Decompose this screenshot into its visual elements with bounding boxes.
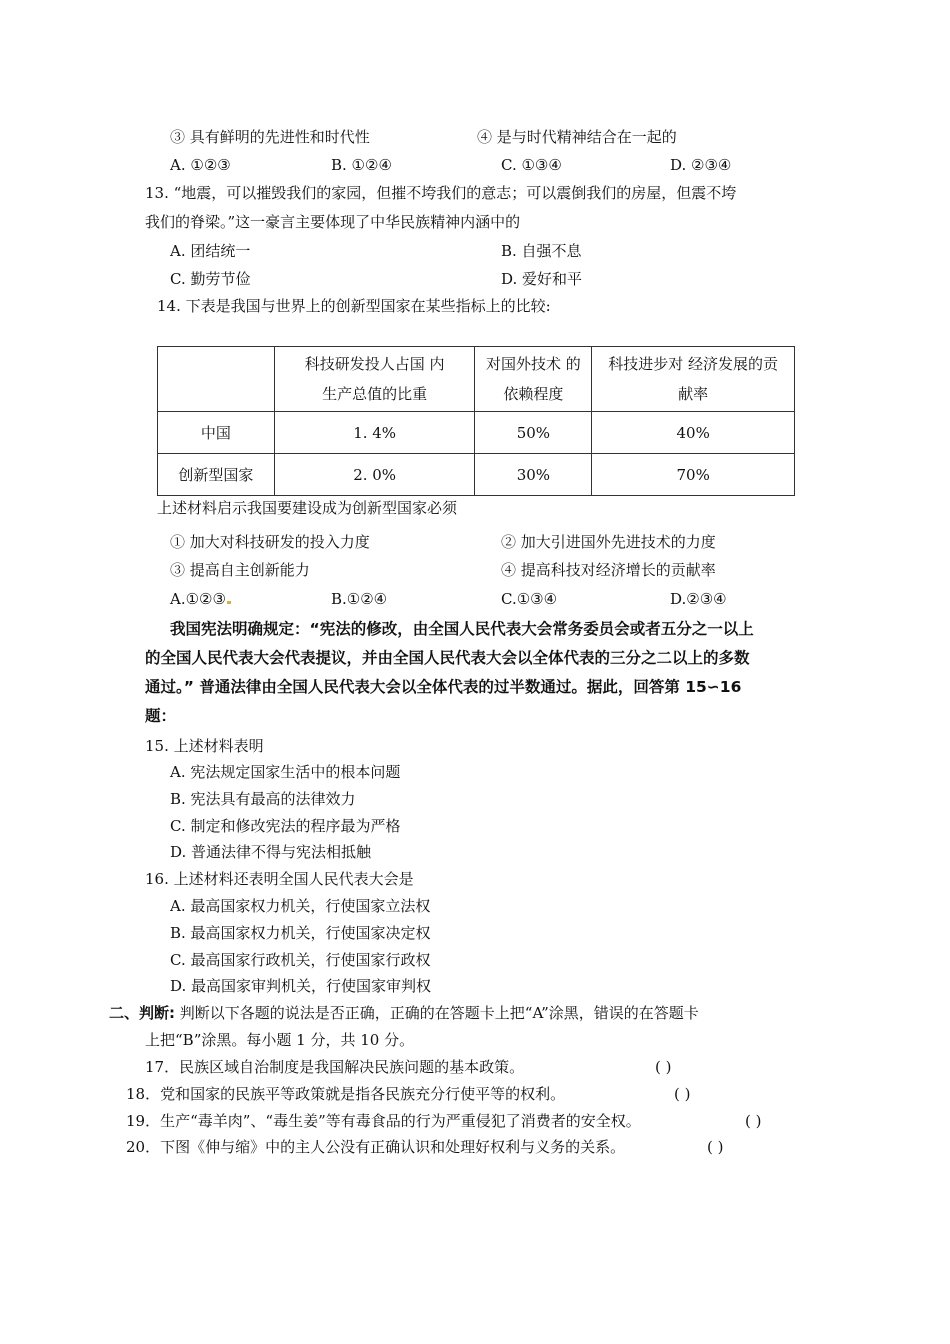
q16-option-a: A. 最高国家权力机关，行使国家立法权 bbox=[170, 897, 431, 915]
table-cell: 30% bbox=[475, 454, 592, 496]
judgment-20: 20．下图《伸与缩》中的主人公没有正确认识和处理好权利与义务的关系。 bbox=[126, 1138, 626, 1156]
header-line: 科技进步对 经济发展的贡 bbox=[608, 355, 779, 373]
passage-line1: 我国宪法明确规定：“宪法的修改，由全国人民代表大会常务委员会或者五分之一以上 bbox=[170, 620, 754, 638]
q12-item-3: ③ 具有鲜明的先进性和时代性 bbox=[170, 128, 370, 146]
table-cell: 1. 4% bbox=[274, 412, 475, 454]
section2-label: 二、判断: bbox=[109, 1004, 175, 1022]
q13-option-c: C. 勤劳节俭 bbox=[170, 270, 251, 288]
q13-option-a: A. 团结统一 bbox=[170, 242, 251, 260]
table-row bbox=[158, 412, 795, 454]
q12-option-c: C. ①③④ bbox=[501, 156, 562, 174]
q16-option-d: D. 最高国家审判机关，行使国家审判权 bbox=[170, 977, 432, 995]
table-header-row bbox=[158, 347, 795, 412]
table-row bbox=[158, 454, 795, 496]
q14-option-b: B.①②④ bbox=[331, 590, 388, 608]
table-cell: 40% bbox=[592, 412, 795, 454]
q14-item-3: ③ 提高自主创新能力 bbox=[170, 561, 310, 579]
section2-line1 bbox=[109, 1003, 699, 1023]
q12-option-d: D. ②③④ bbox=[670, 156, 732, 174]
q14-option-d: D.②③④ bbox=[670, 590, 727, 608]
answer-paren: ( ) bbox=[674, 1085, 691, 1103]
q15-option-d: D. 普通法律不得与宪法相抵触 bbox=[170, 843, 372, 861]
q13-stem-line2: 我们的脊梁。”这一豪言主要体现了中华民族精神内涵中的 bbox=[145, 213, 521, 231]
table-cell: 中国 bbox=[158, 412, 275, 454]
q14-item-4: ④ 提高科技对经济增长的贡献率 bbox=[501, 561, 716, 579]
q15-option-a: A. 宪法规定国家生活中的根本问题 bbox=[170, 763, 401, 781]
table-cell: 50% bbox=[475, 412, 592, 454]
judgment-18: 18．党和国家的民族平等政策就是指各民族充分行使平等的权利。 bbox=[126, 1085, 566, 1103]
q15-option-b: B. 宪法具有最高的法律效力 bbox=[170, 790, 356, 808]
q16-option-c: C. 最高国家行政机关，行使国家行政权 bbox=[170, 951, 431, 969]
q14-item-1: ① 加大对科技研发的投入力度 bbox=[170, 533, 370, 551]
passage-line4: 题： bbox=[145, 707, 177, 725]
q14-question: 上述材料启示我国要建设成为创新型国家必须 bbox=[157, 499, 458, 517]
q15-option-c: C. 制定和修改宪法的程序最为严格 bbox=[170, 817, 401, 835]
q13-option-d: D. 爱好和平 bbox=[501, 270, 583, 288]
passage-line3: 通过。” 普通法律由全国人民代表大会以全体代表的过半数通过。据此，回答第 15∽16 bbox=[145, 678, 742, 696]
q13-stem-line1: 13. “地震，可以摧毁我们的家园，但摧不垮我们的意志；可以震倒我们的房屋，但震不垮 bbox=[145, 184, 737, 202]
table-header-cell bbox=[158, 347, 275, 412]
q14-item-2: ② 加大引进国外先进技术的力度 bbox=[501, 533, 716, 551]
answer-paren: ( ) bbox=[707, 1138, 724, 1156]
judgment-19: 19．生产“毒羊肉”、“毒生姜”等有毒食品的行为严重侵犯了消费者的安全权。 bbox=[126, 1112, 641, 1130]
q14-option-a: A.①②③ bbox=[170, 590, 226, 608]
q12-option-a: A. ①②③ bbox=[170, 156, 231, 174]
table-header-cell bbox=[592, 347, 795, 412]
table-header-cell bbox=[475, 347, 592, 412]
passage-line2: 的全国人民代表大会代表提议，并由全国人民代表大会以全体代表的三分之二以上的多数 bbox=[145, 649, 750, 667]
header-line: 生产总值的比重 bbox=[322, 385, 428, 403]
judgment-17: 17．民族区域自治制度是我国解决民族问题的基本政策。 bbox=[145, 1058, 525, 1076]
q16-option-b: B. 最高国家权力机关，行使国家决定权 bbox=[170, 924, 431, 942]
q15-stem: 15. 上述材料表明 bbox=[145, 737, 264, 755]
q16-stem: 16. 上述材料还表明全国人民代表大会是 bbox=[145, 870, 414, 888]
q12-item-4: ④ 是与时代精神结合在一起的 bbox=[477, 128, 677, 146]
header-line: 依赖程度 bbox=[503, 385, 564, 403]
header-line: 科技研发投人占国 内 bbox=[304, 355, 445, 373]
edit-mark bbox=[227, 601, 231, 604]
q14-option-a-wrap bbox=[170, 589, 231, 609]
q14-option-c: C.①③④ bbox=[501, 590, 558, 608]
section2-instructions: 判断以下各题的说法是否正确，正确的在答题卡上把“A”涂黑，错误的在答题卡 bbox=[179, 1004, 699, 1022]
q13-option-b: B. 自强不息 bbox=[501, 242, 582, 260]
answer-paren: ( ) bbox=[655, 1058, 672, 1076]
q12-option-b: B. ①②④ bbox=[331, 156, 392, 174]
answer-paren: ( ) bbox=[745, 1112, 762, 1130]
table-cell: 2. 0% bbox=[274, 454, 475, 496]
comparison-table bbox=[157, 346, 795, 496]
table-cell: 70% bbox=[592, 454, 795, 496]
table-header-cell bbox=[274, 347, 475, 412]
section2-line2: 上把“B”涂黑。每小题 1 分，共 10 分。 bbox=[145, 1031, 415, 1049]
header-line: 对国外技术 的 bbox=[486, 355, 581, 373]
table-cell: 创新型国家 bbox=[158, 454, 275, 496]
header-line: 献率 bbox=[678, 385, 709, 403]
q14-stem: 14. 下表是我国与世界上的创新型国家在某些指标上的比较: bbox=[157, 297, 551, 315]
